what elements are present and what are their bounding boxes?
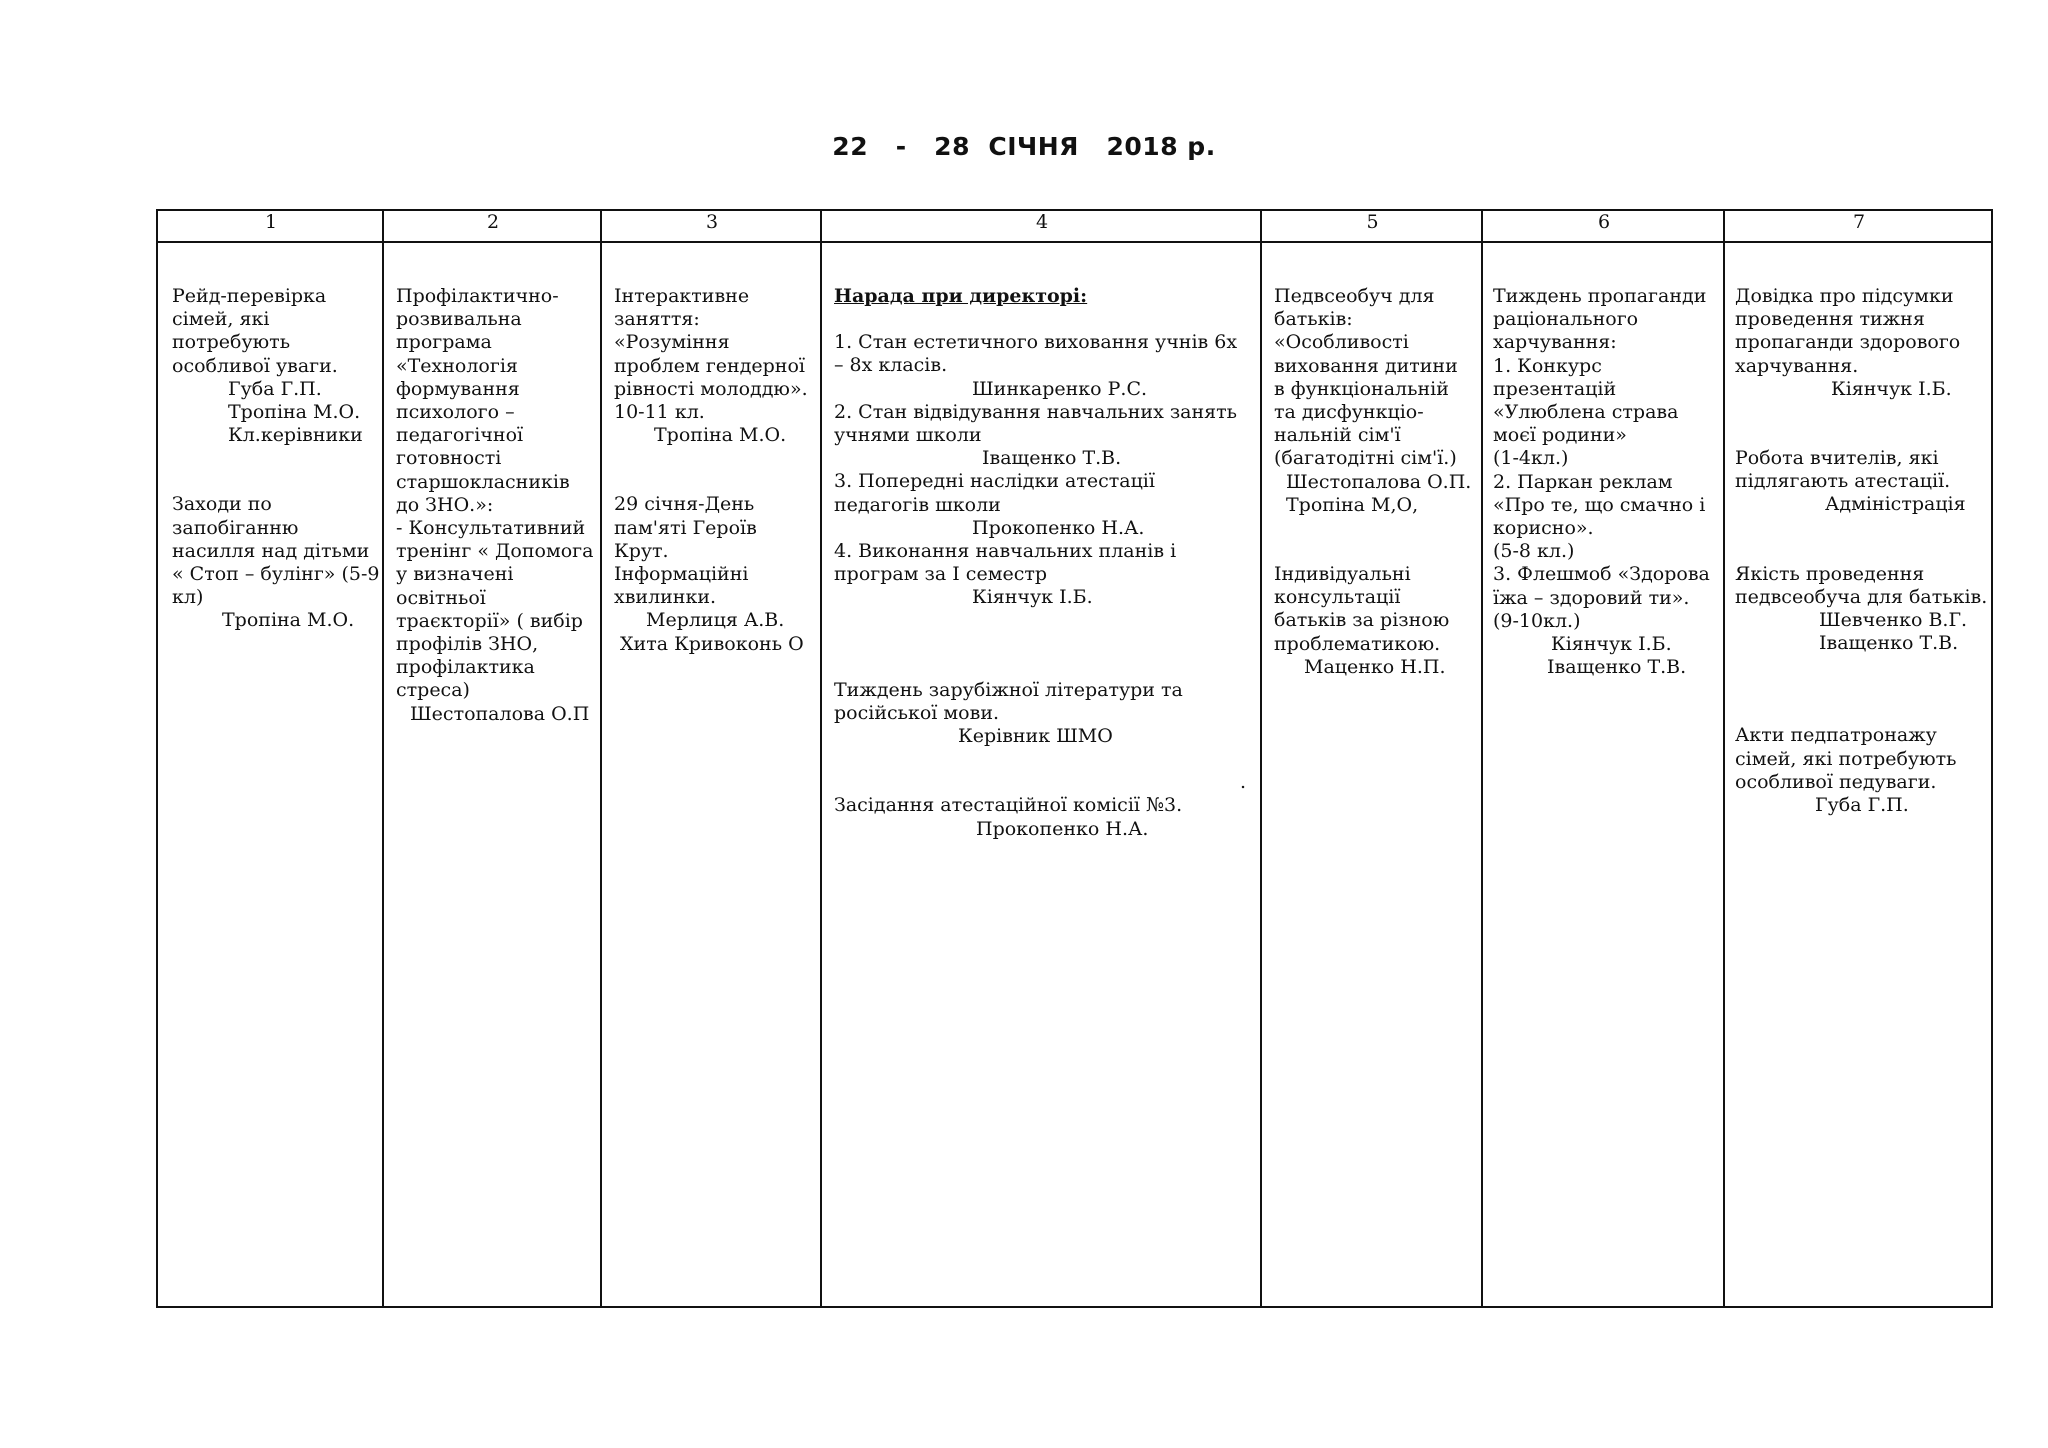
nutrition-week-text: Тиждень пропаганди раціонального харчування: 1. Конкурс презентацій «Улюблена страва моєї родини» (1-4кл.) 2. Паркан реклам «Про те, що смачно і корисно». (5-8 кл.) 3. Флешмоб «Здорова їжа – здоровий ти». (9-10кл.) (1493, 285, 1710, 632)
patronage-acts-text: Акти педпатронажу сімей, які потребують особливої педуваги. (1735, 724, 1957, 793)
page-title: 22 - 28 СІЧНЯ 2018 р. (832, 132, 1216, 161)
literature-week-responsible: Керівник ШМО (958, 725, 1113, 748)
schedule-table (156, 209, 1993, 1308)
column-header-3: 3 (705, 211, 719, 233)
column-header-4: 4 (1035, 211, 1049, 233)
column-5-content (1274, 285, 1479, 679)
summary-report-responsible: Кіянчук І.Б. (1831, 377, 1952, 400)
parent-education-responsible: Шестопалова О.П. Тропіна М,О, (1286, 470, 1472, 516)
meeting-item-2: 2. Стан відвідування навчальних занять учнями школи (834, 400, 1238, 447)
column-divider (820, 211, 822, 1306)
commission-responsible: Прокопенко Н.А. (976, 817, 1149, 840)
column-header-2: 2 (486, 211, 500, 233)
column-header-6: 6 (1597, 211, 1611, 233)
consultations-text: Індивідуальні консультації батьків за різною проблематикою. (1274, 563, 1450, 655)
column-divider (1481, 211, 1483, 1306)
column-7-content (1735, 285, 1991, 817)
column-divider (1723, 211, 1725, 1306)
education-quality-responsible: Шевченко В.Г. Іващенко Т.В. (1819, 609, 1968, 655)
consultations-responsible: Маценко Н.П. (1304, 655, 1446, 678)
column-4-content (834, 285, 1254, 841)
measures-responsible: Тропіна М.О. (222, 609, 355, 632)
kruty-day-text: 29 січня-День пам'яті Героїв Крут. Інформаційні хвилинки. (614, 493, 757, 609)
column-3-content (614, 285, 818, 656)
column-divider (1260, 211, 1262, 1306)
column-6-content (1493, 285, 1721, 679)
column-header-5: 5 (1366, 211, 1379, 233)
interactive-lesson-text: Інтерактивне заняття: «Розуміння проблем гендерної рівності молоддю». 10-11 кл. (614, 285, 808, 424)
meeting-item-2-responsible: Іващенко Т.В. (982, 447, 1122, 470)
kruty-responsible: Мерлиця А.В. Хита Кривоконь О (620, 609, 804, 655)
column-divider (600, 211, 602, 1306)
education-quality-text: Якість проведення педвсеобуча для батьків. (1735, 562, 1988, 608)
meeting-title: Нарада при директорі: (834, 285, 1088, 307)
lesson-responsible: Тропіна М.О. (654, 424, 787, 447)
meeting-item-3: 3. Попередні наслідки атестації педагогів школи (834, 470, 1155, 516)
summary-report-text: Довідка про підсумки проведення тижня пропаганди здорового харчування. (1735, 285, 1961, 377)
literature-week-text: Тиждень зарубіжної літератури та російської мови. (834, 678, 1183, 724)
patronage-acts-responsible: Губа Г.П. (1815, 794, 1909, 817)
nutrition-week-responsible: Кіянчук І.Б. Іващенко Т.В. (1547, 633, 1687, 679)
column-header-1: 1 (264, 211, 278, 233)
meeting-item-1-responsible: Шинкаренко Р.С. (972, 377, 1148, 400)
program-responsible: Шестопалова О.П (410, 702, 590, 725)
attestation-teachers-text: Робота вчителів, які підлягають атестації. (1735, 447, 1951, 493)
column-header-7: 7 (1852, 211, 1866, 233)
meeting-item-1: 1. Стан естетичного виховання учнів 6х – 8х класів. (834, 331, 1238, 377)
parent-education-text: Педвсеобуч для батьків: «Особливості виховання дитини в функціональній та дисфункціо- нальній сім'ї (багатодітні сім'ї.) (1274, 285, 1458, 470)
raid-inspection-text: Рейд-перевірка сімей, які потребують особливої уваги. (172, 285, 338, 377)
attestation-teachers-responsible: Адміністрація (1825, 493, 1966, 516)
meeting-item-3-responsible: Прокопенко Н.А. (972, 516, 1145, 539)
column-2-content (396, 285, 596, 726)
column-divider (382, 211, 384, 1306)
attestation-commission-text: Засідання атестаційної комісії №3. (834, 794, 1183, 817)
column-1-content (172, 285, 380, 633)
raid-responsible: Губа Г.П. Тропіна М.О. Кл.керівники (228, 377, 363, 447)
prevention-program-text: Профілактично- розвивальна програма «Технологія формування психолого – педагогічної готовності старшокласників до ЗНО.»: - Консультативний тренінг « Допомога у визначені освітньої траєкторії» ( вибір профілів ЗНО, профілактика стреса) (396, 285, 594, 702)
stray-dot: . (1239, 771, 1246, 794)
meeting-item-4-responsible: Кіянчук І.Б. (972, 586, 1093, 609)
meeting-item-4: 4. Виконання навчальних планів і програм за І семестр (834, 540, 1177, 586)
table-header-row (158, 211, 1991, 243)
anti-bullying-measures-text: Заходи по запобіганню насилля над дітьми « Стоп – булінг» (5-9 кл) (172, 493, 380, 609)
